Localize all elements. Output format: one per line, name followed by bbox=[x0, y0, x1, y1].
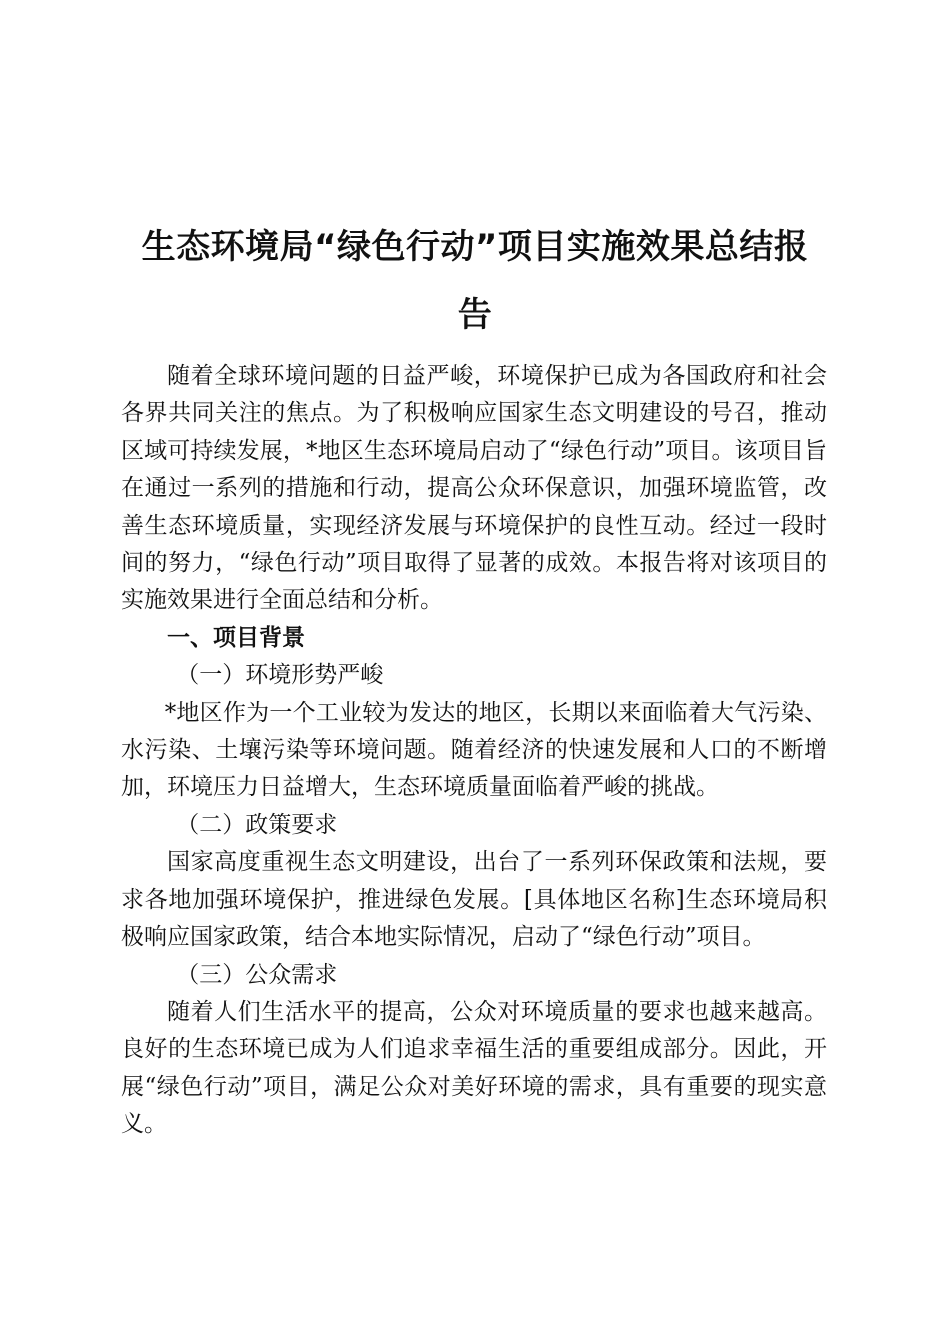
title-line-1: 生态环境局“绿色行动”项目实施效果总结报 bbox=[141, 226, 809, 267]
subsection-text-environment: *地区作为一个工业较为发达的地区，长期以来面临着大气污染、水污染、土壤污染等环境问题。随着经济的快速发展和人口的不断增加，环境压力日益增大，生态环境质量面临着严峻的挑战。 bbox=[121, 699, 827, 801]
document-body bbox=[121, 358, 827, 1144]
subsection-heading-public: （三）公众需求 bbox=[176, 961, 338, 988]
subsection-text-public: 随着人们生活水平的提高，公众对环境质量的要求也越来越高。良好的生态环境已成为人们追求幸福生活的重要组成部分。因此，开展“绿色行动”项目，满足公众对美好环境的需求，具有重要的现实意义。 bbox=[121, 998, 827, 1138]
subsection-heading-policy: （二）政策要求 bbox=[176, 811, 338, 838]
subsection-heading-environment: （一）环境形势严峻 bbox=[176, 662, 384, 689]
title-line-2: 告 bbox=[457, 294, 493, 335]
section-heading-background: 一、项目背景 bbox=[167, 624, 305, 651]
intro-paragraph: 随着全球环境问题的日益严峻，环境保护已成为各国政府和社会各界共同关注的焦点。为了积极响应国家生态文明建设的号召，推动区域可持续发展，*地区生态环境局启动了“绿色行动”项目。该项目旨在通过一系列的措施和行动，提高公众环保意识，加强环境监管，改善生态环境质量，实现经济发展与环境保护的良性互动。经过一段时间的努力，“绿色行动”项目取得了显著的成效。本报告将对该项目的实施效果进行全面总结和分析。 bbox=[121, 363, 827, 614]
subsection-text-policy: 国家高度重视生态文明建设，出台了一系列环保政策和法规，要求各地加强环境保护，推进绿色发展。[具体地区名称]生态环境局积极响应国家政策，结合本地实际情况，启动了“绿色行动”项目。 bbox=[121, 849, 827, 951]
document-title bbox=[110, 213, 840, 349]
